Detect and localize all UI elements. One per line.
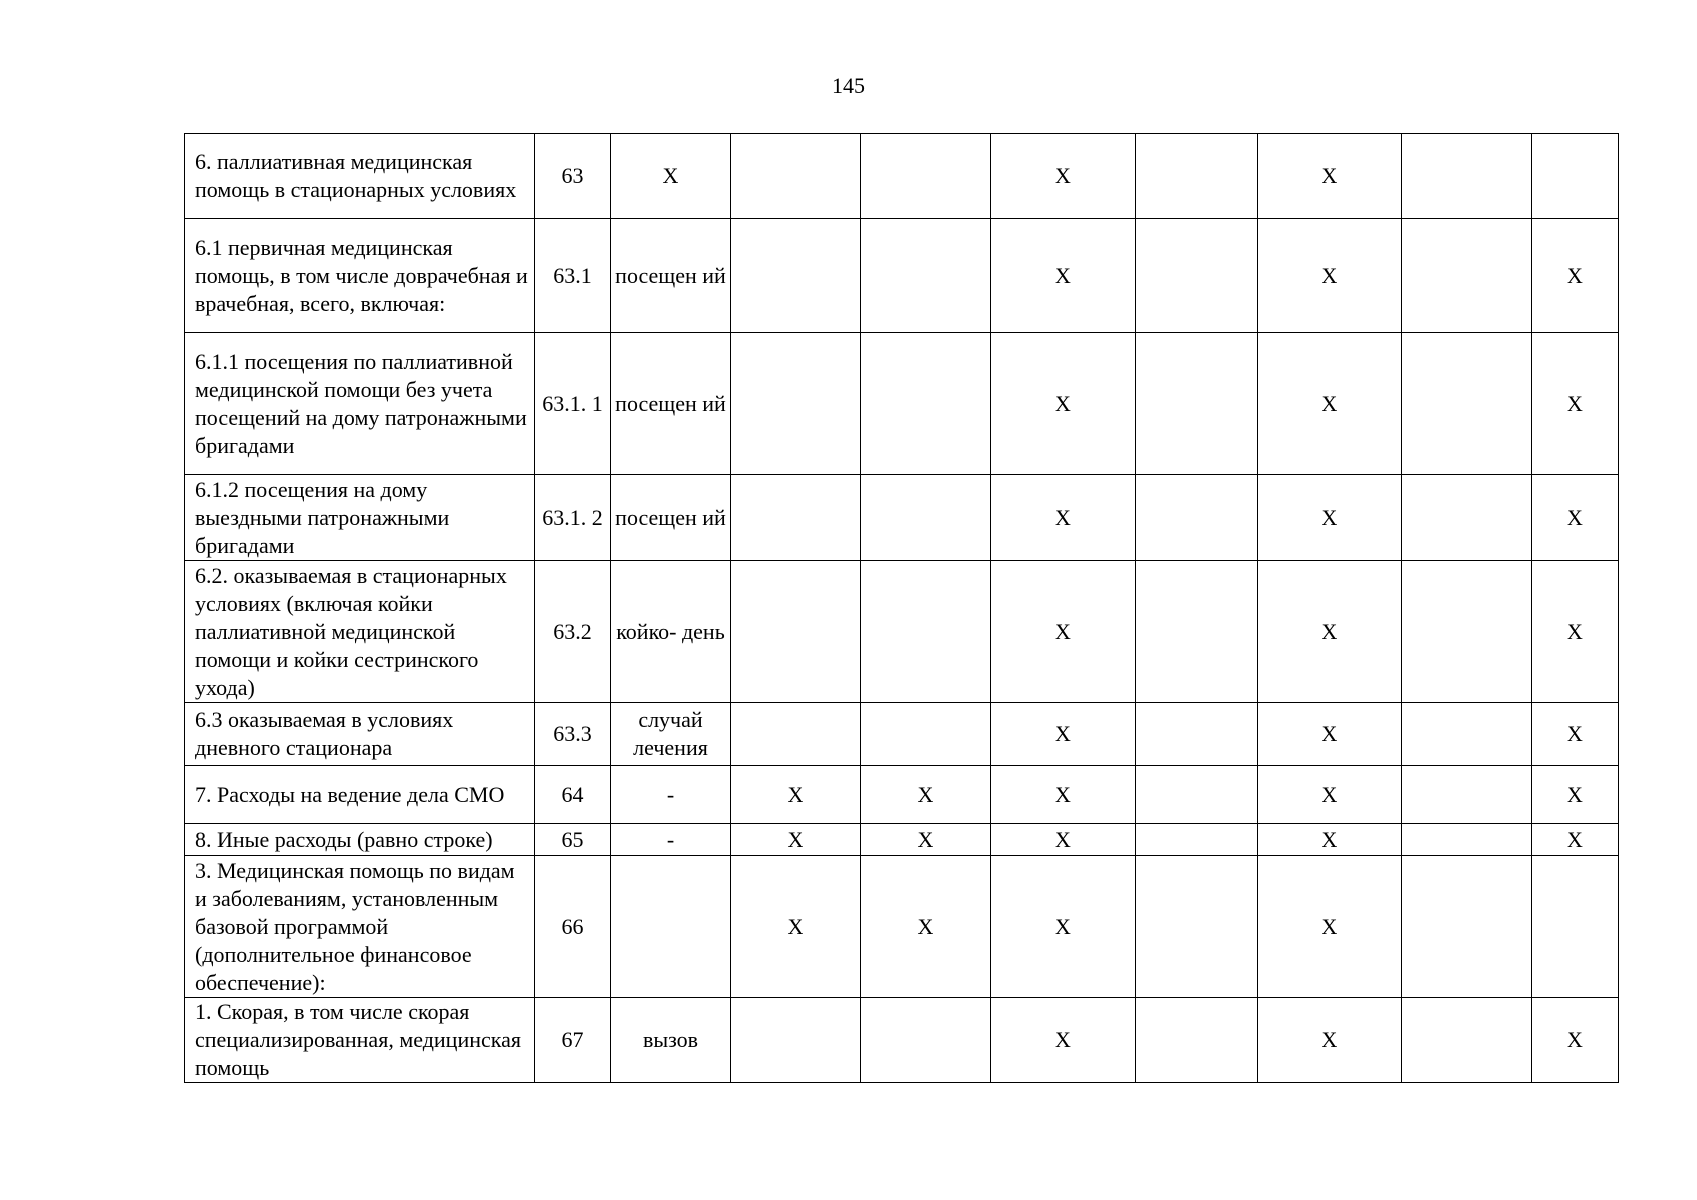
col-7-cell <box>1136 475 1258 561</box>
col-6-cell: X <box>991 475 1136 561</box>
col-9-cell <box>1402 766 1532 824</box>
col-5-cell <box>861 134 991 219</box>
col-5-cell <box>861 475 991 561</box>
col-5-cell: X <box>861 766 991 824</box>
row-unit-cell: - <box>611 824 731 856</box>
col-10-cell: X <box>1532 766 1619 824</box>
row-name-cell: 6.1.1 посещения по паллиативной медицинской помощи без учета посещений на дому патронажными бригадами <box>185 333 535 475</box>
row-code-cell: 63 <box>535 134 611 219</box>
row-unit-cell: случай лечения <box>611 703 731 766</box>
table-row <box>185 561 1619 703</box>
table-row <box>185 333 1619 475</box>
row-unit-cell: - <box>611 766 731 824</box>
table-row <box>185 703 1619 766</box>
col-7-cell <box>1136 134 1258 219</box>
col-4-cell: X <box>731 824 861 856</box>
row-unit-cell: X <box>611 134 731 219</box>
col-9-cell <box>1402 561 1532 703</box>
col-10-cell: X <box>1532 219 1619 333</box>
col-8-cell: X <box>1258 333 1402 475</box>
row-code-cell: 63.2 <box>535 561 611 703</box>
row-code-cell: 65 <box>535 824 611 856</box>
col-6-cell: X <box>991 134 1136 219</box>
col-8-cell: X <box>1258 561 1402 703</box>
col-7-cell <box>1136 998 1258 1083</box>
col-10-cell: X <box>1532 998 1619 1083</box>
row-code-cell: 66 <box>535 856 611 998</box>
row-name-cell: 6.1 первичная медицинская помощь, в том числе доврачебная и врачебная, всего, включая: <box>185 219 535 333</box>
col-7-cell <box>1136 766 1258 824</box>
table-row <box>185 219 1619 333</box>
col-4-cell <box>731 475 861 561</box>
col-4-cell: X <box>731 766 861 824</box>
table-row <box>185 824 1619 856</box>
table-row <box>185 856 1619 998</box>
col-8-cell: X <box>1258 824 1402 856</box>
col-6-cell: X <box>991 824 1136 856</box>
row-unit-cell <box>611 856 731 998</box>
table-body <box>185 134 1619 1083</box>
row-name-cell: 3. Медицинская помощь по видам и заболеваниям, установленным базовой программой (дополнительное финансовое обеспечение): <box>185 856 535 998</box>
col-8-cell: X <box>1258 998 1402 1083</box>
row-unit-cell: вызов <box>611 998 731 1083</box>
row-code-cell: 63.1. 1 <box>535 333 611 475</box>
col-4-cell <box>731 333 861 475</box>
table-row <box>185 766 1619 824</box>
row-name-cell: 8. Иные расходы (равно строке) <box>185 824 535 856</box>
col-9-cell <box>1402 333 1532 475</box>
col-4-cell <box>731 561 861 703</box>
col-5-cell <box>861 703 991 766</box>
col-8-cell: X <box>1258 475 1402 561</box>
col-6-cell: X <box>991 998 1136 1083</box>
row-name-cell: 6.2. оказываемая в стационарных условиях (включая койки паллиативной медицинской помощи и койки сестринского ухода) <box>185 561 535 703</box>
row-code-cell: 63.1 <box>535 219 611 333</box>
col-10-cell: X <box>1532 475 1619 561</box>
row-unit-cell: посещен ий <box>611 475 731 561</box>
col-7-cell <box>1136 561 1258 703</box>
col-4-cell <box>731 134 861 219</box>
row-name-cell: 7. Расходы на ведение дела СМО <box>185 766 535 824</box>
col-7-cell <box>1136 703 1258 766</box>
table-row <box>185 475 1619 561</box>
col-9-cell <box>1402 219 1532 333</box>
table-row <box>185 998 1619 1083</box>
row-code-cell: 67 <box>535 998 611 1083</box>
col-4-cell: X <box>731 856 861 998</box>
row-name-cell: 6. паллиативная медицинская помощь в стационарных условиях <box>185 134 535 219</box>
col-9-cell <box>1402 824 1532 856</box>
row-unit-cell: койко- день <box>611 561 731 703</box>
col-7-cell <box>1136 824 1258 856</box>
col-5-cell <box>861 561 991 703</box>
page-number: 145 <box>832 73 865 98</box>
row-unit-cell: посещен ий <box>611 333 731 475</box>
col-6-cell: X <box>991 561 1136 703</box>
col-5-cell <box>861 333 991 475</box>
col-4-cell <box>731 219 861 333</box>
col-8-cell: X <box>1258 219 1402 333</box>
col-10-cell: X <box>1532 333 1619 475</box>
row-code-cell: 64 <box>535 766 611 824</box>
row-name-cell: 1. Скорая, в том числе скорая специализированная, медицинская помощь <box>185 998 535 1083</box>
col-7-cell <box>1136 333 1258 475</box>
col-6-cell: X <box>991 766 1136 824</box>
col-9-cell <box>1402 703 1532 766</box>
col-5-cell <box>861 219 991 333</box>
col-8-cell: X <box>1258 856 1402 998</box>
col-10-cell <box>1532 856 1619 998</box>
col-5-cell: X <box>861 856 991 998</box>
col-6-cell: X <box>991 856 1136 998</box>
row-name-cell: 6.1.2 посещения на дому выездными патронажными бригадами <box>185 475 535 561</box>
row-name-cell: 6.3 оказываемая в условиях дневного стационара <box>185 703 535 766</box>
col-9-cell <box>1402 856 1532 998</box>
data-table <box>184 133 1619 1083</box>
row-unit-cell: посещен ий <box>611 219 731 333</box>
col-10-cell: X <box>1532 561 1619 703</box>
col-9-cell <box>1402 475 1532 561</box>
row-code-cell: 63.3 <box>535 703 611 766</box>
col-10-cell: X <box>1532 703 1619 766</box>
col-6-cell: X <box>991 703 1136 766</box>
row-code-cell: 63.1. 2 <box>535 475 611 561</box>
col-8-cell: X <box>1258 703 1402 766</box>
col-7-cell <box>1136 219 1258 333</box>
col-6-cell: X <box>991 219 1136 333</box>
table-row <box>185 134 1619 219</box>
col-6-cell: X <box>991 333 1136 475</box>
col-4-cell <box>731 703 861 766</box>
col-8-cell: X <box>1258 134 1402 219</box>
col-9-cell <box>1402 134 1532 219</box>
col-7-cell <box>1136 856 1258 998</box>
col-5-cell <box>861 998 991 1083</box>
col-9-cell <box>1402 998 1532 1083</box>
col-10-cell: X <box>1532 824 1619 856</box>
col-8-cell: X <box>1258 766 1402 824</box>
col-4-cell <box>731 998 861 1083</box>
col-10-cell <box>1532 134 1619 219</box>
col-5-cell: X <box>861 824 991 856</box>
